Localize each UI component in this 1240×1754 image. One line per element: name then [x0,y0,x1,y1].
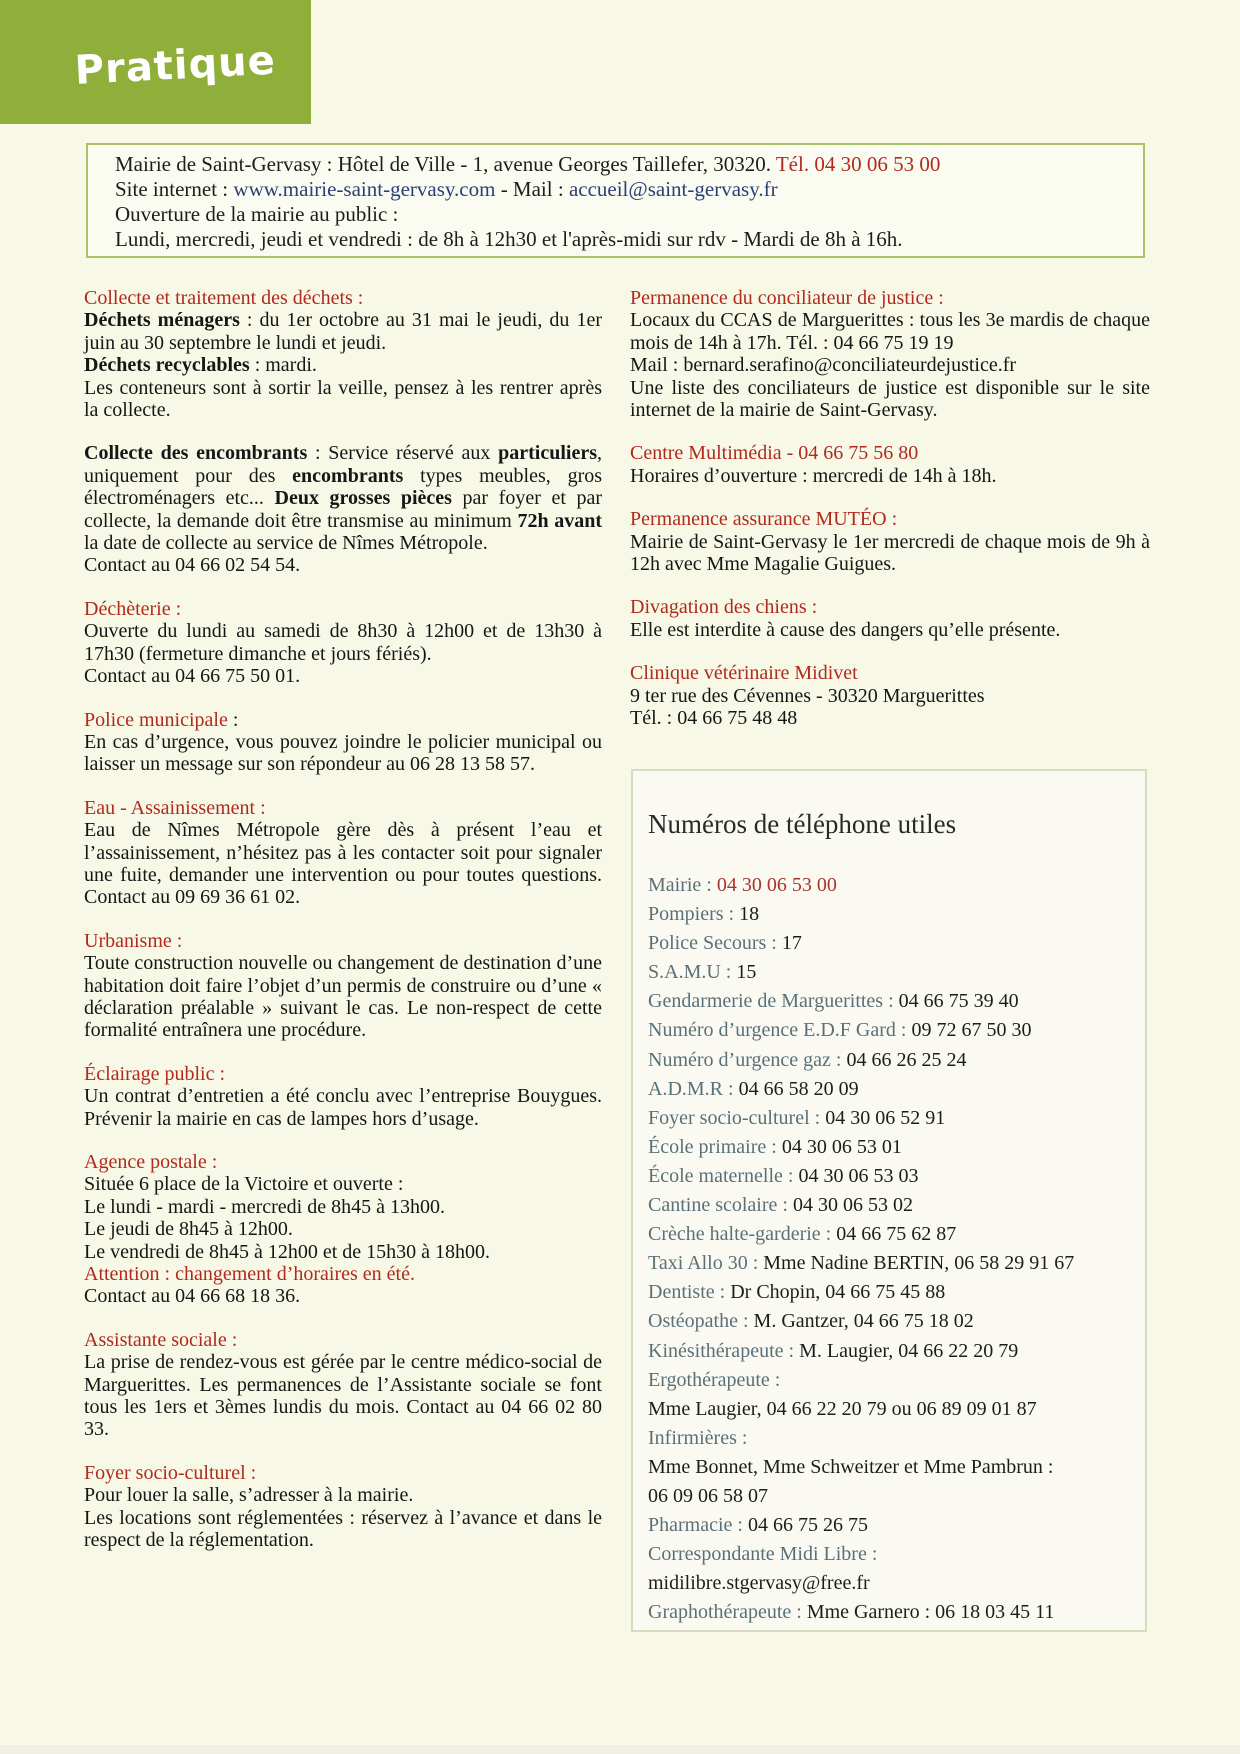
section-conciliateur: Permanence du conciliateur de justice : Locaux du CCAS de Marguerittes : tous les 3e mardis de chaque mois de 14h à 17h. Tél. : 04 66 75 19 19 Mail : bernard.serafino@conciliateurdejustice.fr Une liste des conciliateurs de justice est disponible sur le site internet de la mairie de Saint-Gervasy. [630,287,1150,422]
section-title: Centre Multimédia - 04 66 75 56 80 [630,442,919,465]
phone-label: Pharmacie : [648,1514,748,1537]
phone-label: Pompiers : [648,903,740,926]
phone-label: Taxi Allo 30 : [648,1252,764,1275]
section-assistante: Assistante sociale : La prise de rendez-vous est gérée par le centre médico-social de Marguerittes. Les permanences de l’Assistante sociale se font tous les 1ers et 3èmes lundis du mois. Contact au 04 66 02 80 33. [84,1328,602,1441]
phone-value: 17 [781,932,802,955]
section-decheterie: Déchèterie : Ouverte du lundi au samedi de 8h30 à 12h00 et de 13h30 à 17h30 (fermeture dimanche et jours fériés). Contact au 04 66 75 50 01. [84,597,602,688]
phone-value: 04 66 75 62 87 [836,1223,957,1246]
phone-label: A.D.M.R : [648,1077,739,1100]
mairie-mail-link[interactable]: accueil@saint-gervasy.fr [568,177,778,201]
phone-entry [648,987,1145,1016]
phone-entry [648,1016,1145,1045]
phone-entry [648,1046,1145,1075]
phone-entry [648,958,1145,987]
phone-entry [648,1191,1145,1220]
mairie-address-line: Mairie de Saint-Gervasy : Hôtel de Ville - 1, avenue Georges Taillefer, 30320. Tél. 04 30 06 53 00 [115,152,941,176]
phone-value: 04 66 58 20 09 [738,1077,859,1100]
phone-label: Police Secours : [648,932,782,955]
section-banner [0,0,311,124]
mairie-opening-label: Ouverture de la mairie au public : [115,202,399,226]
section-title: Foyer socio-culturel : [84,1461,257,1484]
phone-label: Kinésithérapeute : [648,1339,800,1362]
phone-entry [648,1307,1145,1336]
phone-label: Numéro d’urgence gaz : [648,1048,847,1071]
phone-label: Crèche halte-garderie : [648,1223,837,1246]
mairie-opening-hours: Lundi, mercredi, jeudi et vendredi : de 8h à 12h30 et l'après-midi sur rdv - Mardi de 8h à 16h. [115,227,903,251]
poste-attention: Attention : changement d’horaires en été. [84,1263,415,1286]
phone-value: M. Gantzer, 04 66 75 18 02 [753,1310,974,1333]
phone-value: 04 30 06 53 03 [798,1164,919,1187]
phone-entry [648,1482,1145,1511]
phone-value: 04 30 06 53 02 [792,1194,913,1217]
phone-label: Gendarmerie de Marguerittes : [648,990,899,1013]
section-dechets: Collecte et traitement des déchets : Déchets ménagers : du 1er octobre au 31 mai le jeudi, du 1er juin au 30 septembre le lundi et jeudi. Déchets recyclables : mardi. Les conteneurs sont à sortir la veille, pensez à les rentrer après la collecte. [84,287,602,422]
phone-value: Mme Garnero : 06 18 03 45 11 [806,1601,1055,1624]
section-encombrants: Collecte des encombrants : Service réservé aux particuliers, uniquement pour des encombrants types meubles, gros électroménagers etc... Deux grosses pièces par foyer et par collecte, la demande doit être transmise au minimum 72h avant la date de collecte au service de Nîmes Métropole. Contact au 04 66 02 54 54. [84,442,603,577]
section-chiens: Divagation des chiens : Elle est interdite à cause des dangers qu’elle présente. [630,596,1150,641]
section-title: Assistante sociale : [84,1328,238,1351]
banner-title: Pratique [73,37,277,94]
phone-label: Correspondante Midi Libre : [648,1543,878,1566]
section-title: Agence postale : [84,1151,218,1173]
phone-value: midilibre.stgervasy@free.fr [648,1572,870,1595]
phone-value: M. Laugier, 04 66 22 20 79 [799,1339,1019,1362]
right-column [630,287,1150,751]
section-title: Urbanisme : [84,929,183,952]
page-bottom-edge [0,1745,1240,1754]
phone-entry [648,1133,1145,1162]
phone-list [648,871,1145,1627]
mairie-web-line: Site internet : www.mairie-saint-gervasy.com - Mail : accueil@saint-gervasy.fr [115,177,778,201]
left-column [84,287,602,1573]
phone-entry [648,871,1145,900]
phone-value: 04 66 75 39 40 [898,990,1019,1013]
phone-entry [648,1511,1145,1540]
phone-label: Foyer socio-culturel : [648,1106,826,1129]
phone-entry [648,1337,1145,1366]
phone-entry [648,1395,1145,1424]
phone-label: S.A.M.U : [648,961,737,984]
mairie-info-box [86,143,1145,258]
phone-value: 04 30 06 52 91 [825,1106,946,1129]
phone-entry [648,1249,1145,1278]
phone-value: Mme Bonnet, Mme Schweitzer et Mme Pambrun : [648,1455,1054,1478]
section-multimedia: Centre Multimédia - 04 66 75 56 80 Horaires d’ouverture : mercredi de 14h à 18h. [630,442,1150,487]
phone-entry [648,1220,1145,1249]
phone-entry [648,1075,1145,1104]
phone-label: Numéro d’urgence E.D.F Gard : [648,1019,912,1042]
phone-label: École primaire : [648,1135,782,1158]
section-eau: Eau - Assainissement : Eau de Nîmes Métropole gère dès à présent l’eau et l’assainissement, n’hésitez pas à les contacter soit pour signaler une fuite, demander une intervention ou pour toutes questions. Contact au 09 69 36 61 02. [84,796,602,909]
section-poste: Agence postale : Située 6 place de la Victoire et ouverte : Le lundi - mardi - mercredi de 8h45 à 13h00. Le jeudi de 8h45 à 12h00. Le vendredi de 8h45 à 12h00 et de 15h30 à 18h00. Attention : changement d’horaires en été. Contact au 04 66 68 18 36. [84,1151,602,1308]
phone-label: Cantine scolaire : [648,1194,793,1217]
section-title: Clinique vétérinaire Midivet [630,662,858,685]
phone-value: 04 30 06 53 00 [716,874,837,896]
phone-entry [648,1540,1145,1569]
phone-value: Dr Chopin, 04 66 75 45 88 [730,1281,946,1304]
phone-entry [648,1424,1145,1453]
phone-label: Graphothérapeute : [648,1601,807,1624]
mairie-website-link[interactable]: www.mairie-saint-gervasy.com [233,177,496,201]
phone-value: 18 [739,903,760,926]
phone-value: 06 09 06 58 07 [648,1484,768,1507]
phone-value: 15 [736,961,757,984]
phone-value: 04 30 06 53 01 [781,1135,902,1158]
phone-entry [648,1104,1145,1133]
phone-entry [648,1569,1145,1598]
phone-entry [648,1278,1145,1307]
section-title: Collecte et traitement des déchets : [84,287,364,309]
phones-title: Numéros de téléphone utiles [648,809,957,839]
section-foyer: Foyer socio-culturel : Pour louer la salle, s’adresser à la mairie. Les locations sont réglementées : réservez à l’avance et dans le respect de la réglementation. [84,1461,602,1552]
phone-label: Dentiste : [648,1281,731,1304]
phone-value: 04 66 26 25 24 [846,1048,967,1071]
phone-value: Mme Nadine BERTIN, 06 58 29 91 67 [763,1252,1075,1275]
phone-entry [648,1162,1145,1191]
phone-entry [648,1598,1145,1627]
useful-phones-box [631,769,1147,1632]
section-title: Police municipale : [84,708,239,731]
phone-label: École maternelle : [648,1164,799,1187]
section-title: Permanence assurance MUTÉO : [630,508,898,531]
phone-label: Ergothérapeute : [648,1368,781,1391]
phone-entry [648,1453,1145,1482]
section-title: Permanence du conciliateur de justice : [630,287,944,309]
section-title: Déchèterie : [84,597,182,620]
phone-label: Mairie : [648,874,717,896]
section-muteo: Permanence assurance MUTÉO : Mairie de Saint-Gervasy le 1er mercredi de chaque mois de 9h à 12h avec Mme Magalie Guigues. [630,508,1150,576]
section-title: Eau - Assainissement : [84,796,266,819]
phone-label: Ostéopathe : [648,1310,754,1333]
section-clinique: Clinique vétérinaire Midivet 9 ter rue des Cévennes - 30320 Marguerittes Tél. : 04 66 75 48 48 [630,662,1150,729]
phone-value: 09 72 67 50 30 [911,1019,1032,1042]
phone-label: Infirmières : [648,1426,748,1449]
section-title: Éclairage public : [84,1062,226,1085]
phone-entry [648,1366,1145,1395]
phone-value: 04 66 75 26 75 [747,1514,868,1537]
phone-entry [648,929,1145,958]
section-urbanisme: Urbanisme : Toute construction nouvelle ou changement de destination d’une habitation doit faire l’objet d’un permis de construire ou d’une « déclaration préalable » suivant le cas. Le non-respect de cette formalité entraînera une procédure. [84,929,602,1042]
section-title: Divagation des chiens : [630,596,818,619]
phone-value: Mme Laugier, 04 66 22 20 79 ou 06 89 09 01 87 [648,1397,1037,1420]
phone-entry [648,900,1145,929]
mairie-phone: Tél. 04 30 06 53 00 [775,152,941,176]
section-police: Police municipale : En cas d’urgence, vous pouvez joindre le policier municipal ou laisser un message sur son répondeur au 06 28 13 58 57. [84,708,602,776]
section-eclairage: Éclairage public : Un contrat d’entretien a été conclu avec l’entreprise Bouygues. Prévenir la mairie en cas de lampes hors d’usage. [84,1062,602,1130]
